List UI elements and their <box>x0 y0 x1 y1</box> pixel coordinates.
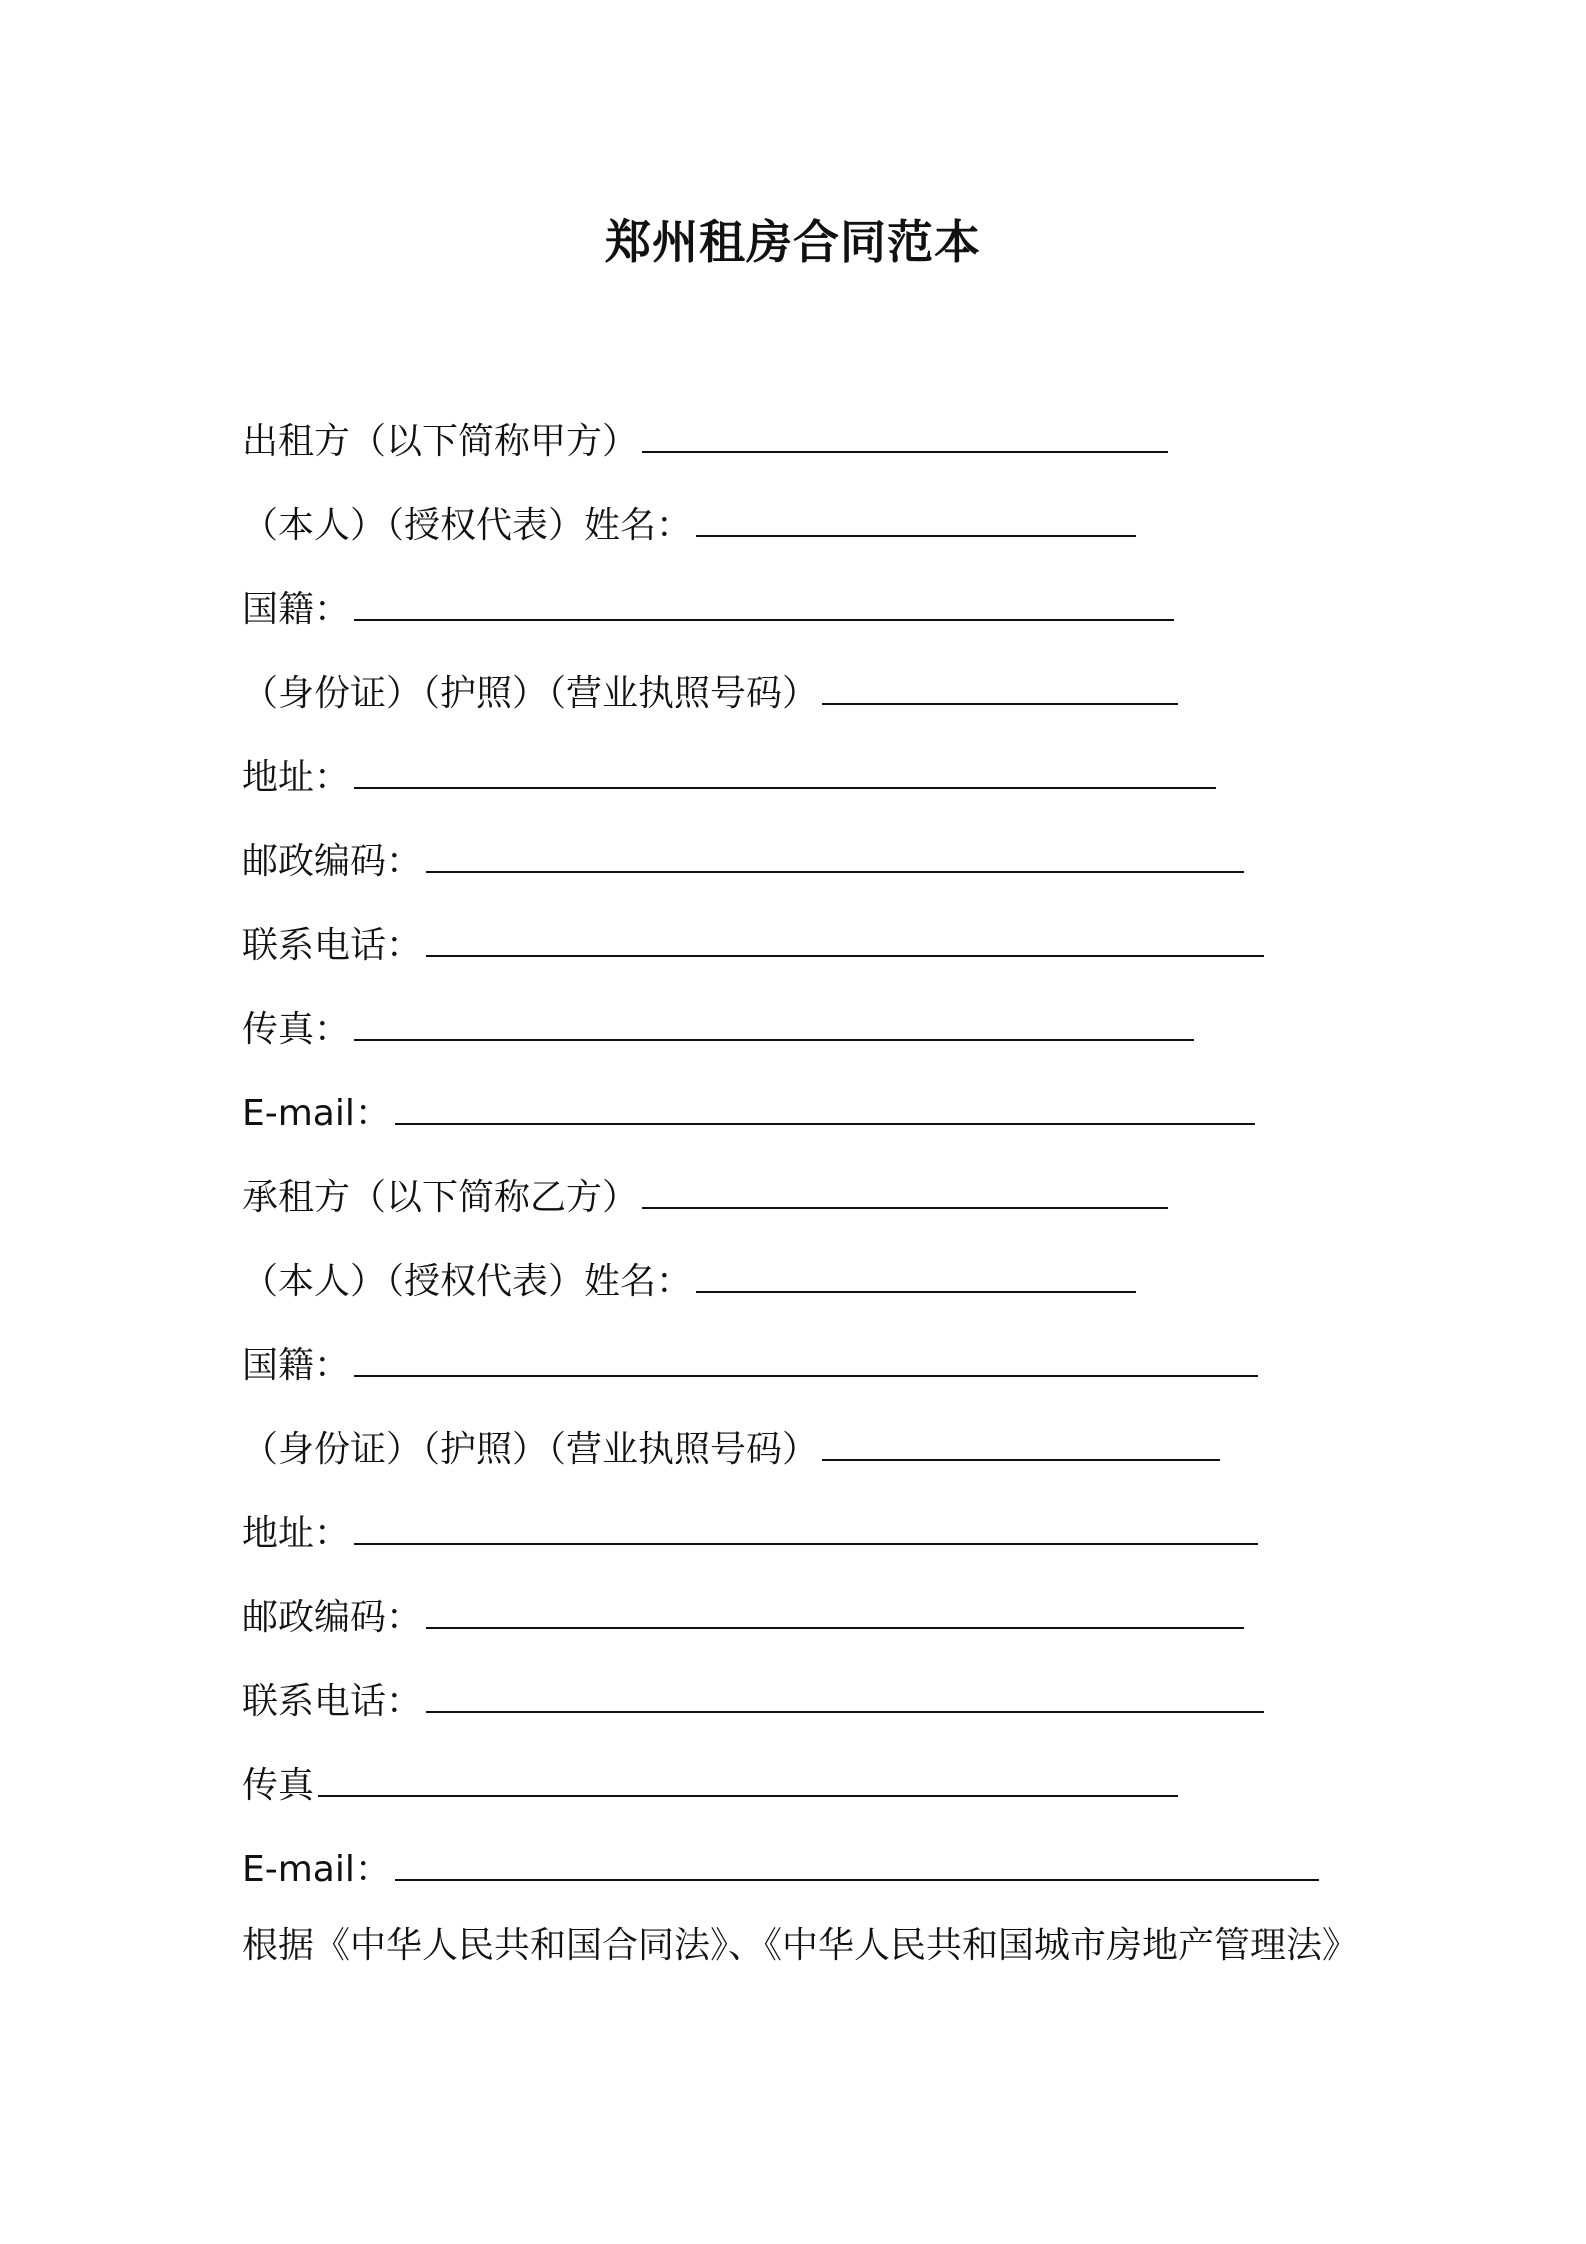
field-lessee-email <box>242 1838 1542 1922</box>
field-lessee-phone <box>242 1670 1542 1754</box>
field-label: （身份证）（护照）（营业执照号码） <box>242 1429 819 1470</box>
field-label: E-mail： <box>242 1093 391 1134</box>
field-lessor-fax <box>242 998 1542 1082</box>
field-label: 出租方（以下简称甲方） <box>242 421 639 462</box>
fill-blank[interactable] <box>354 999 1194 1041</box>
document-title: 郑州租房合同范本 <box>605 215 981 269</box>
fill-blank[interactable] <box>354 579 1174 621</box>
field-lessor <box>242 410 1542 494</box>
field-label: 国籍： <box>242 589 351 630</box>
fill-blank[interactable] <box>822 1419 1220 1461</box>
fill-blank[interactable] <box>354 747 1216 789</box>
field-lessee-fax <box>242 1754 1542 1838</box>
field-label: 联系电话： <box>242 1681 423 1722</box>
law-reference-text: 根据《中华人民共和国合同法》、《中华人民共和国城市房地产管理法》 <box>242 1925 1359 1966</box>
fill-blank[interactable] <box>822 663 1178 705</box>
fill-blank[interactable] <box>426 1587 1244 1629</box>
field-label: 国籍： <box>242 1345 351 1386</box>
field-label: 承租方（以下简称乙方） <box>242 1177 639 1218</box>
field-label: （本人）（授权代表）姓名： <box>242 1261 693 1302</box>
field-label: 传真 <box>242 1765 315 1806</box>
fill-blank[interactable] <box>696 1251 1136 1293</box>
field-lessee <box>242 1166 1542 1250</box>
field-label: （本人）（授权代表）姓名： <box>242 505 693 546</box>
field-label: （身份证）（护照）（营业执照号码） <box>242 673 819 714</box>
field-label: 联系电话： <box>242 925 423 966</box>
field-label: 地址： <box>242 1513 351 1554</box>
fill-blank[interactable] <box>426 915 1264 957</box>
field-lessee-nationality <box>242 1334 1542 1418</box>
field-lessor-phone <box>242 914 1542 998</box>
field-lessor-name <box>242 494 1542 578</box>
field-label: E-mail： <box>242 1849 391 1890</box>
field-lessor-postcode <box>242 830 1542 914</box>
fill-blank[interactable] <box>395 1083 1255 1125</box>
field-label: 传真： <box>242 1009 351 1050</box>
fill-blank[interactable] <box>426 831 1244 873</box>
field-lessee-id <box>242 1418 1542 1502</box>
field-label: 邮政编码： <box>242 841 423 882</box>
field-lessee-address <box>242 1502 1542 1586</box>
field-label: 地址： <box>242 757 351 798</box>
fill-blank[interactable] <box>354 1503 1258 1545</box>
fill-blank[interactable] <box>318 1755 1178 1797</box>
field-lessor-id <box>242 662 1542 746</box>
field-label: 邮政编码： <box>242 1597 423 1638</box>
fill-blank[interactable] <box>395 1839 1319 1881</box>
field-lessee-postcode <box>242 1586 1542 1670</box>
fill-blank[interactable] <box>354 1335 1258 1377</box>
fill-blank[interactable] <box>696 495 1136 537</box>
field-lessor-email <box>242 1082 1542 1166</box>
field-lessor-address <box>242 746 1542 830</box>
fill-blank[interactable] <box>642 1167 1168 1209</box>
fill-blank[interactable] <box>426 1671 1264 1713</box>
fill-blank[interactable] <box>642 411 1168 453</box>
field-lessee-name <box>242 1250 1542 1334</box>
party-fields <box>242 410 1542 1922</box>
field-lessor-nationality <box>242 578 1542 662</box>
